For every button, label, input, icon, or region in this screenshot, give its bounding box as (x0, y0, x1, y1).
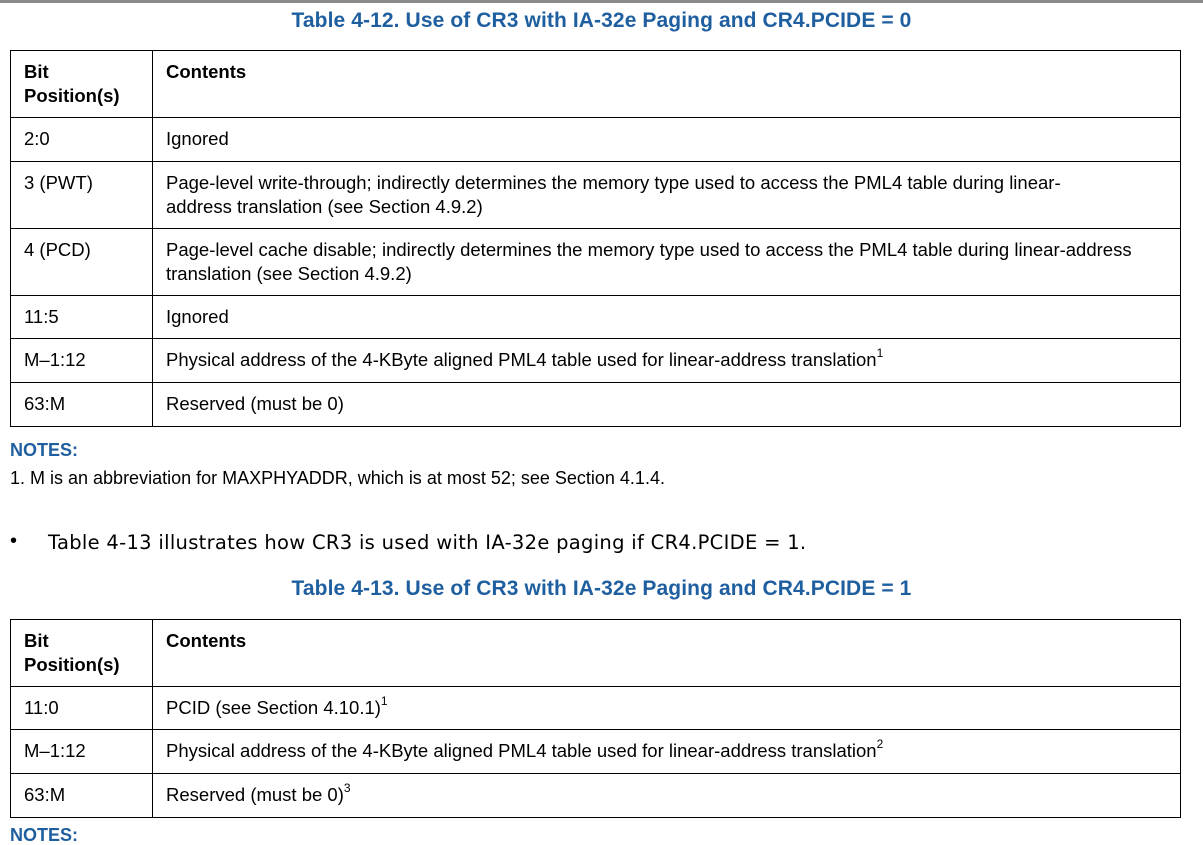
contents-cell (153, 229, 1181, 296)
contents-cell (153, 118, 1181, 162)
bullet-text: Table 4-13 illustrates how CR3 is used with IA-32e paging if CR4.PCIDE = 1. (48, 531, 807, 554)
table-row (11, 118, 1181, 162)
page-top-rule (0, 0, 1203, 3)
notes-heading-cut: NOTES: (10, 825, 79, 845)
note-item: 1. M is an abbreviation for MAXPHYADDR, which is at most 52; see Section 4.1.4. (10, 468, 665, 488)
table-row (11, 687, 1181, 730)
bit-cell: 63:M (11, 774, 153, 818)
contents-text: Page-level cache disable; indirectly determines the memory type used to access the PML4 table during linear-address translation (see Section 4.9.2) (166, 239, 1132, 284)
table-row (11, 162, 1181, 229)
table-row (11, 774, 1181, 818)
contents-cell (153, 296, 1181, 339)
table-4-12 (10, 50, 1181, 427)
table-4-12-caption: Table 4-12. Use of CR3 with IA-32e Paging and CR4.PCIDE = 0 (291, 9, 912, 32)
contents-cell (153, 730, 1181, 774)
table-header-row (11, 620, 1181, 687)
table-header-row (11, 51, 1181, 118)
bit-cell: 11:5 (11, 296, 153, 339)
contents-text: Physical address of the 4-KByte aligned PML4 table used for linear-address translation (166, 349, 877, 370)
bit-cell: 11:0 (11, 687, 153, 730)
contents-cell (153, 162, 1181, 229)
contents-text: Reserved (must be 0) (166, 784, 344, 805)
bit-cell: M–1:12 (11, 339, 153, 383)
contents-text: Reserved (must be 0) (166, 393, 344, 414)
bit-cell: 3 (PWT) (11, 162, 153, 229)
bit-cell: 2:0 (11, 118, 153, 162)
bit-cell: 63:M (11, 383, 153, 427)
table-4-13-caption: Table 4-13. Use of CR3 with IA-32e Paging and CR4.PCIDE = 1 (291, 577, 912, 600)
contents-cell (153, 687, 1181, 730)
contents-cell (153, 339, 1181, 383)
bit-cell: M–1:12 (11, 730, 153, 774)
table-row (11, 383, 1181, 427)
header-contents: Contents (153, 620, 1181, 687)
footnote-ref: 1 (876, 345, 884, 360)
table-4-13 (10, 619, 1181, 818)
bullet-symbol: • (10, 530, 18, 552)
contents-text: Page-level write-through; indirectly determines the memory type used to access the PML4 table during linear-address translation (see Section 4.9.2) (166, 172, 1061, 217)
header-contents: Contents (153, 51, 1181, 118)
contents-cell (153, 383, 1181, 427)
table-row (11, 296, 1181, 339)
footnote-ref: 1 (380, 693, 388, 708)
notes-heading: NOTES: (10, 440, 79, 460)
contents-text: Ignored (166, 306, 229, 327)
contents-cell (153, 774, 1181, 818)
footnote-ref: 3 (343, 780, 351, 795)
table-row (11, 339, 1181, 383)
footnote-ref: 2 (876, 736, 884, 751)
bit-cell: 4 (PCD) (11, 229, 153, 296)
table-row (11, 730, 1181, 774)
table-row (11, 229, 1181, 296)
contents-text: Ignored (166, 128, 229, 149)
contents-text: PCID (see Section 4.10.1) (166, 697, 381, 718)
contents-text: Physical address of the 4-KByte aligned PML4 table used for linear-address translation (166, 740, 877, 761)
header-bit-position: Bit Position(s) (11, 51, 153, 118)
header-bit-position: Bit Position(s) (11, 620, 153, 687)
